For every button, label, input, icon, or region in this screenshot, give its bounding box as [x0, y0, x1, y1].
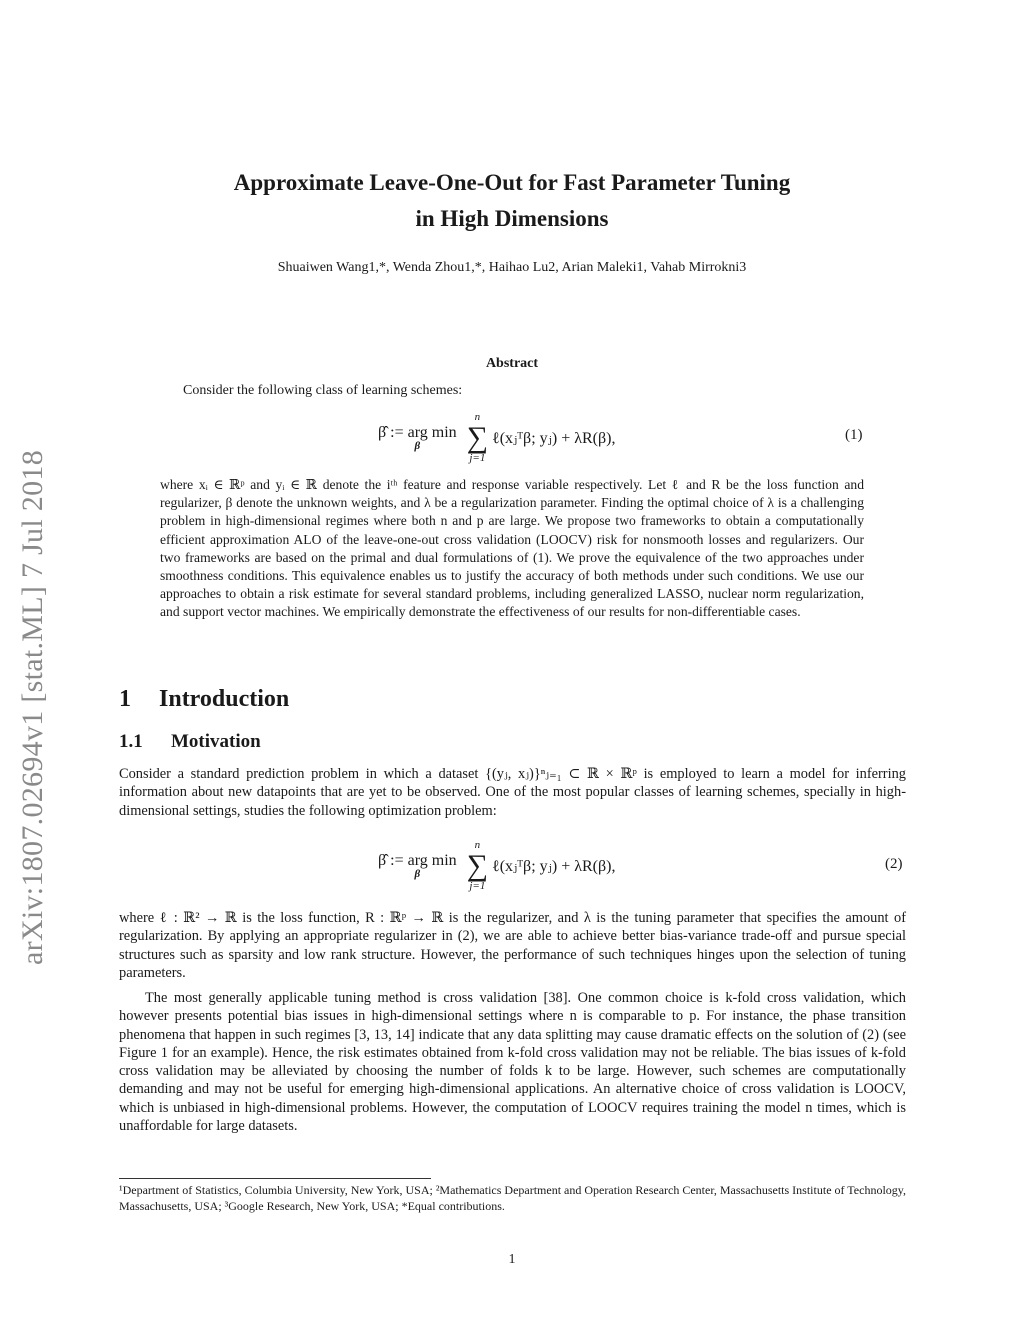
- footnote-divider: [119, 1178, 431, 1179]
- eq2-rhs: ℓ(xⱼᵀβ; yⱼ) + λR(β),: [492, 858, 616, 875]
- paragraph-3: The most generally applicable tuning method is cross validation [38]. One common choice is k-fold cross validation, which however presents potential bias issues in high-dimensional settings where n is comparable to p. For instance, the phase transition phenomena that happen in such regimes [3, 13, 14] indicate that any data splitting may cause dramatic effects on the solution of (2) (see Figure 1 for an example). Hence, the risk estimates obtained from k-fold cross validation may not be reliable. The bias issues of k-fold cross validation may be alleviated by choosing the number of folds k to be large. However, such schemes are computationally demanding and may not be useful for emerging high-dimensional applications. An alternative choice of cross validation is LOOCV, which is unbiased in high-dimensional problems. However, the computation of LOOCV requires training the model n times, which is unaffordable for large datasets.: [119, 990, 906, 1135]
- title-line-1: Approximate Leave-One-Out for Fast Parameter Tuning: [233, 170, 791, 195]
- equation-2-number: (2): [885, 856, 903, 872]
- subsection-title: Motivation: [171, 731, 261, 752]
- section-number: 1: [119, 686, 131, 712]
- paragraph-1: Consider a standard prediction problem in which a dataset {(yⱼ, xⱼ)}ⁿⱼ₌₁ ⊂ ℝ × ℝᵖ is employed to learn a model for inferring information about new datapoints that are yet to be observed. One of the most popular classes of learning schemes, specially in high-dimensional settings, studies the following optimization problem:: [119, 766, 906, 819]
- summation-symbol: n ∑ j=1: [466, 411, 489, 464]
- abstract-body: where xᵢ ∈ ℝᵖ and yᵢ ∈ ℝ denote the iᵗʰ feature and response variable respectively. Let ℓ and R be the loss function and regularizer, β denote the unknown weights, and λ be a regularization parameter. Finding the optimal choice of λ is a challenging problem in high-dimensional regimes where both n and p are large. We propose two frameworks to obtain a computationally efficient approximation ALO of the leave-one-out cross validation (LOOCV) risk for nonsmooth losses and regularizers. Our two frameworks are based on the primal and dual formulations of (1). We prove the equivalence of the two approaches under smoothness conditions. This equivalence enables us to justify the accuracy of both methods under such conditions. We use our approaches to obtain a risk estimate for several standard problems, including generalized LASSO, nuclear norm regularization, and support vector machines. We empirically demonstrate the effectiveness of our results for non-differentiable cases.: [160, 477, 864, 620]
- eq1-sum-bottom: j=1: [469, 452, 486, 464]
- author-list: Shuaiwen Wang1,*, Wenda Zhou1,*, Haihao Lu2, Arian Maleki1, Vahab Mirrokni3: [277, 260, 747, 275]
- paper-title: [120, 165, 904, 237]
- summation-symbol: n ∑ j=1: [466, 839, 489, 892]
- title-line-2: in High Dimensions: [415, 206, 609, 231]
- eq1-lhs: β̂ := arg min: [378, 423, 457, 441]
- eq2-lhs: β̂ := arg min: [378, 851, 457, 869]
- section-title: Introduction: [159, 686, 290, 712]
- equation-1-number: (1): [845, 427, 863, 443]
- argmin-operator: [378, 425, 457, 452]
- argmin-operator: [378, 853, 457, 880]
- abstract-intro: Consider the following class of learning schemes:: [183, 383, 463, 398]
- section-heading: [119, 686, 289, 713]
- eq1-rhs: ℓ(xⱼᵀβ; yⱼ) + λR(β),: [492, 430, 616, 447]
- eq1-sum-top: n: [474, 411, 481, 423]
- subsection-number: 1.1: [119, 731, 143, 752]
- subsection-heading: [119, 731, 261, 753]
- eq2-sum-top: n: [474, 839, 481, 851]
- arxiv-identifier: arXiv:1807.02694v1 [stat.ML] 7 Jul 2018: [16, 450, 49, 965]
- footnote-affiliations: ¹Department of Statistics, Columbia University, New York, USA; ²Mathematics Department and Operation Research Center, Massachusetts Institute of Technology, Massachusetts, USA; ³Google Research, New York, USA; *Equal contributions.: [119, 1183, 906, 1213]
- eq1-argmin-sub: β: [414, 439, 421, 452]
- eq2-sum-bottom: j=1: [469, 880, 486, 892]
- page-number: 1: [508, 1252, 516, 1267]
- equation-2: [372, 840, 615, 892]
- abstract-heading: Abstract: [485, 356, 539, 371]
- equation-1: [372, 412, 615, 464]
- paragraph-2: where ℓ : ℝ² → ℝ is the loss function, R : ℝᵖ → ℝ is the regularizer, and λ is the tuning parameter that specifies the amount of regularization. By applying an appropriate regularizer in (2), we are able to achieve better bias-variance trade-off and pursue special structures such as sparsity and low rank structure. However, the performance of such techniques hinges upon the selection of tuning parameters.: [119, 910, 906, 981]
- eq2-argmin-sub: β: [414, 867, 421, 880]
